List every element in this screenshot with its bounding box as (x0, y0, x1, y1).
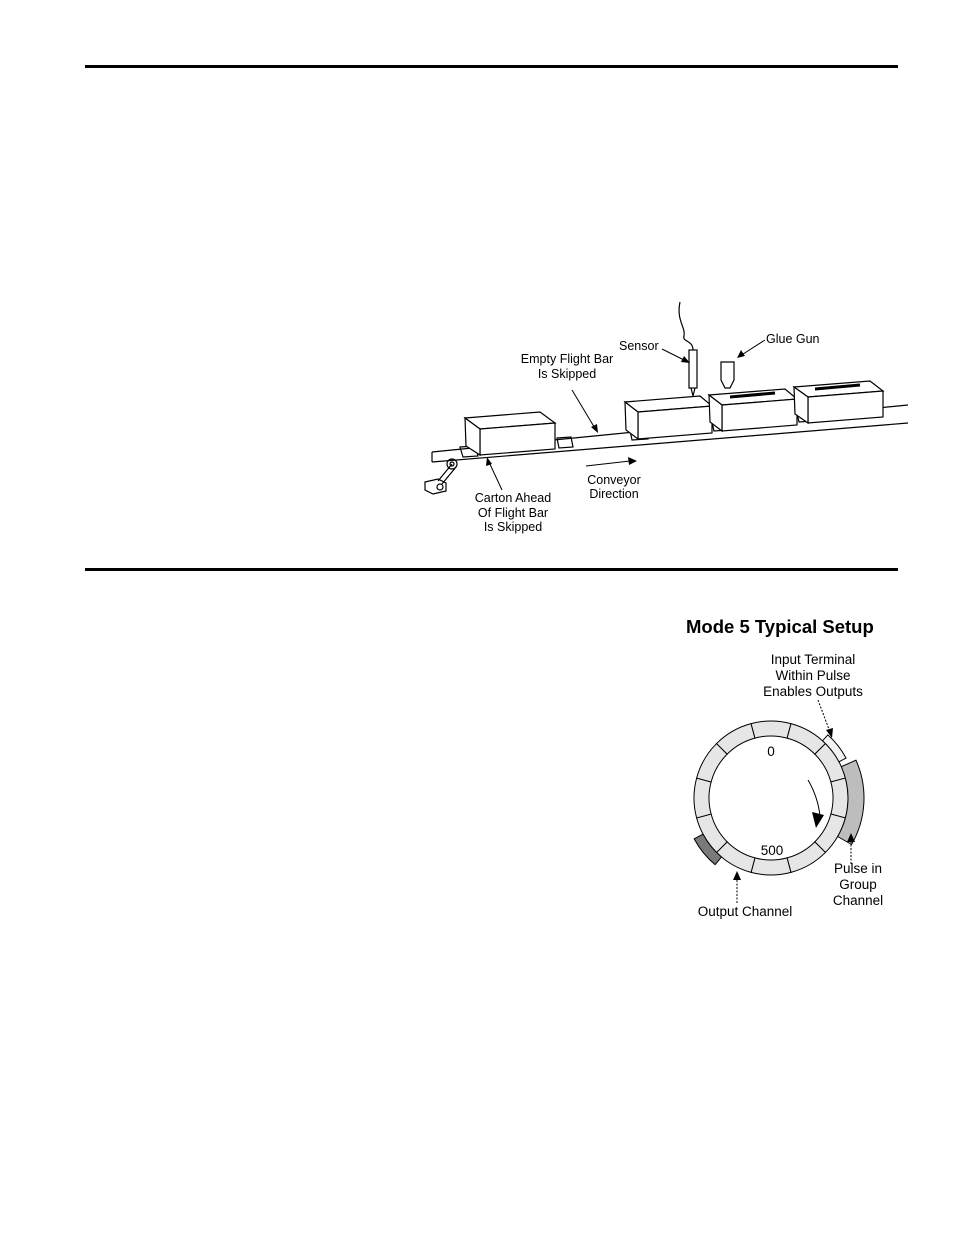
input-label-line1: Input Terminal (770, 652, 856, 667)
mode-figure-title: Mode 5 Typical Setup (686, 616, 874, 637)
rotation-arrow-head (812, 812, 824, 828)
dial-segment (831, 778, 848, 818)
input-label-line2: Within Pulse (775, 668, 851, 683)
dial-segment (717, 724, 755, 755)
pulse-label-line3: Channel (832, 893, 884, 908)
pulse-label-line1: Pulse in (833, 861, 883, 876)
carton-label-line2: Of Flight Bar (477, 506, 549, 520)
carton-label-line1: Carton Ahead (474, 491, 552, 505)
dial-segment (751, 721, 791, 738)
dial-segment (694, 778, 711, 818)
dial-zero-label: 0 (767, 744, 775, 759)
sensor-label: Sensor (619, 339, 659, 353)
conveyor-label-line2: Direction (589, 487, 639, 501)
pulse-label-line2: Group (839, 877, 877, 892)
conveyor-label-line1: Conveyor (587, 473, 641, 487)
glue-gun-label: Glue Gun (766, 332, 820, 346)
input-label-line3: Enables Outputs (763, 684, 863, 699)
rotation-arrow-shaft (808, 780, 820, 816)
dial-segment (787, 842, 825, 873)
empty-bar-label-line2: Is Skipped (537, 367, 597, 381)
output-label: Output Channel (697, 904, 793, 919)
dial-segment (751, 858, 791, 875)
dial-500-label: 500 (760, 843, 784, 858)
output-arrowhead (733, 871, 741, 880)
carton-label-line3: Is Skipped (483, 520, 543, 534)
input-leader (818, 700, 830, 732)
empty-bar-label-line1: Empty Flight Bar (520, 352, 614, 366)
